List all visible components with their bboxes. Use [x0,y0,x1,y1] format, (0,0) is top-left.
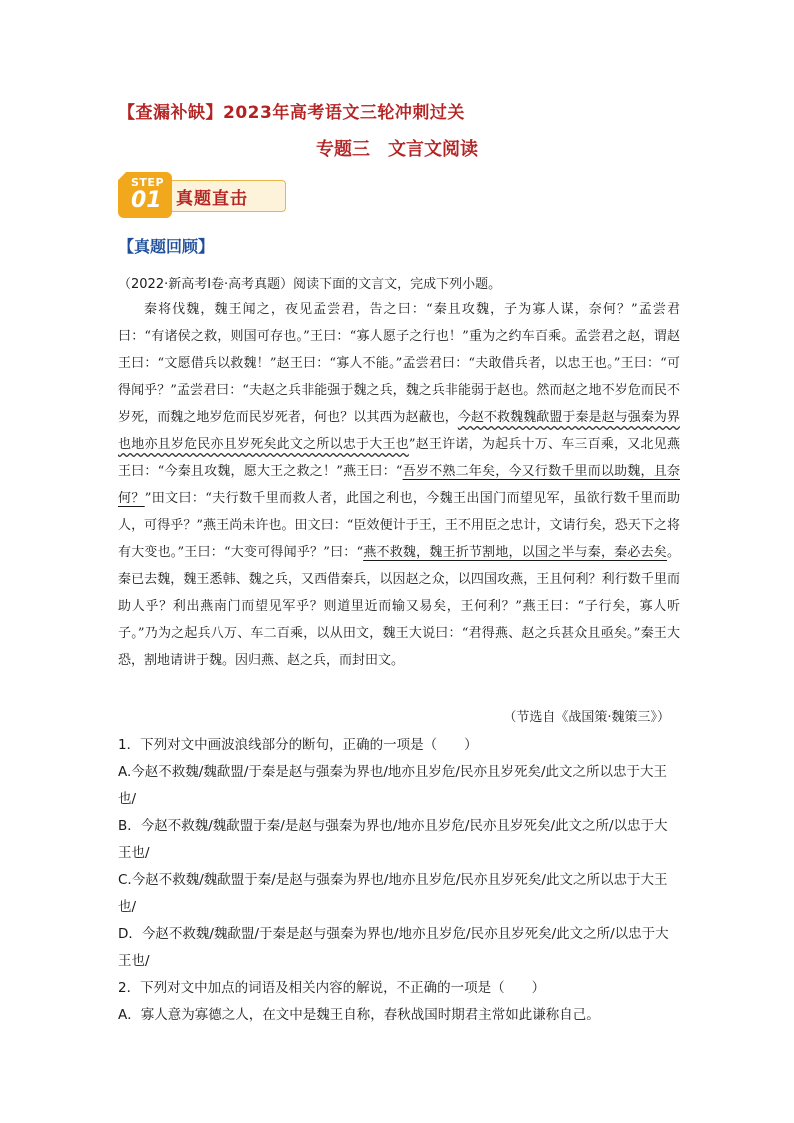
underlined-text-2: 燕不救魏，魏王折节割地，以国之半与秦，秦必去矣 [363,545,667,560]
passage-text-2: ”赵王许诺，为起兵十万、车三百乘，又北见燕王曰：“今秦且攻魏，愿大王之救之！”燕王曰：“ [118,437,680,479]
passage-paragraph [118,296,680,674]
question-1-stem: 1．下列对文中画波浪线部分的断句，正确的一项是（ ） [118,737,478,753]
classical-passage [118,296,680,674]
step-badge [118,172,286,218]
section-heading: 【真题回顾】 [118,237,215,256]
passage-text-3: ”田文曰：“夫行数千里而救人者，此国之利也，今魏王出国门而望见军，虽欲行数千里而助人，可得乎？”燕王尚未许也。田文曰：“臣效便计于王，王不用臣之忠计，文请行矣，恐天下之将有大变也。”王曰：“大变可得闻乎？”曰：“ [118,491,680,560]
question-1-option-a: A.今赵不救魏/魏歃盟/于秦是赵与强秦为界也/地亦且岁危/民亦且岁死矣/此文之所以忠于大王也/ [118,764,668,807]
question-intro: （2022·新高考Ⅰ卷·高考真题）阅读下面的文言文，完成下列小题。 [118,277,502,292]
step-label: 真题直击 [176,189,248,209]
question-1-option-b: B．今赵不救魏/魏歃盟于秦/是赵与强秦为界也/地亦且岁危/民亦且岁死矣/此文之所/以忠于大王也/ [118,818,668,861]
questions-list [118,732,680,1029]
question-1-option-d: D．今赵不救魏/魏歃盟/于秦是赵与强秦为界也/地亦且岁危/民亦且岁死矣/此文之所/以忠于大王也/ [118,926,669,969]
passage-text-1: 秦将伐魏，魏王闻之，夜见孟尝君，告之曰：“秦且攻魏，子为寡人谋，奈何？”孟尝君曰：“有诸侯之救，则国可存也。”王曰：“寡人愿子之行也！”重为之约车百乘。孟尝君之赵，谓赵王曰：“文愿借兵以救魏！”赵王曰：“寡人不能。”孟尝君曰：“夫敢借兵者，以忠王也。”王曰：“可得闻乎？”孟尝君曰：“夫赵之兵非能强于魏之兵，魏之兵非能弱于赵也。然而赵之地不岁危而民不岁死，而魏之地岁危而民岁死者，何也？以其西为赵蔽也， [118,302,680,425]
underlined-text-1: 吾岁不熟二年矣，今又行数千里而以助魏，且奈何？ [118,464,680,506]
page-subtitle: 专题三 文言文阅读 [316,139,478,160]
wavy-underlined-text: 今赵不救魏魏歃盟于秦是赵与强秦为界也地亦且岁危民亦且岁死矣此文之所以忠于大王也 [118,410,680,452]
page-title: 【查漏补缺】2023年高考语文三轮冲刺过关 [118,103,465,123]
question-1-option-c: C.今赵不救魏/魏歃盟于秦/是赵与强秦为界也/地亦且岁危/民亦且岁死矣/此文之所以忠于大王也/ [118,872,668,915]
step-number: 01 [131,188,162,213]
step-word: STEP [131,176,165,189]
question-2-stem: 2．下列对文中加点的词语及相关内容的解说，不正确的一项是（ ） [118,980,546,996]
passage-source: （节选自《战国策·魏策三》） [503,710,670,725]
question-2-option-a: A．寡人意为寡德之人，在文中是魏王自称，春秋战国时期君主常如此谦称自己。 [118,1007,600,1023]
passage-text-4: 。秦已去魏，魏王悉韩、魏之兵，又西借秦兵，以因赵之众，以四国攻燕，王且何利？利行数千里而助人乎？利出燕南门而望见军乎？则道里近而输又易矣，王何利？”燕王曰：“子行矣，寡人听子。”乃为之起兵八万、车二百乘，以从田文，魏王大说曰：“君得燕、赵之兵甚众且亟矣。”秦王大恐，割地请讲于魏。因归燕、赵之兵，而封田文。 [118,545,680,668]
